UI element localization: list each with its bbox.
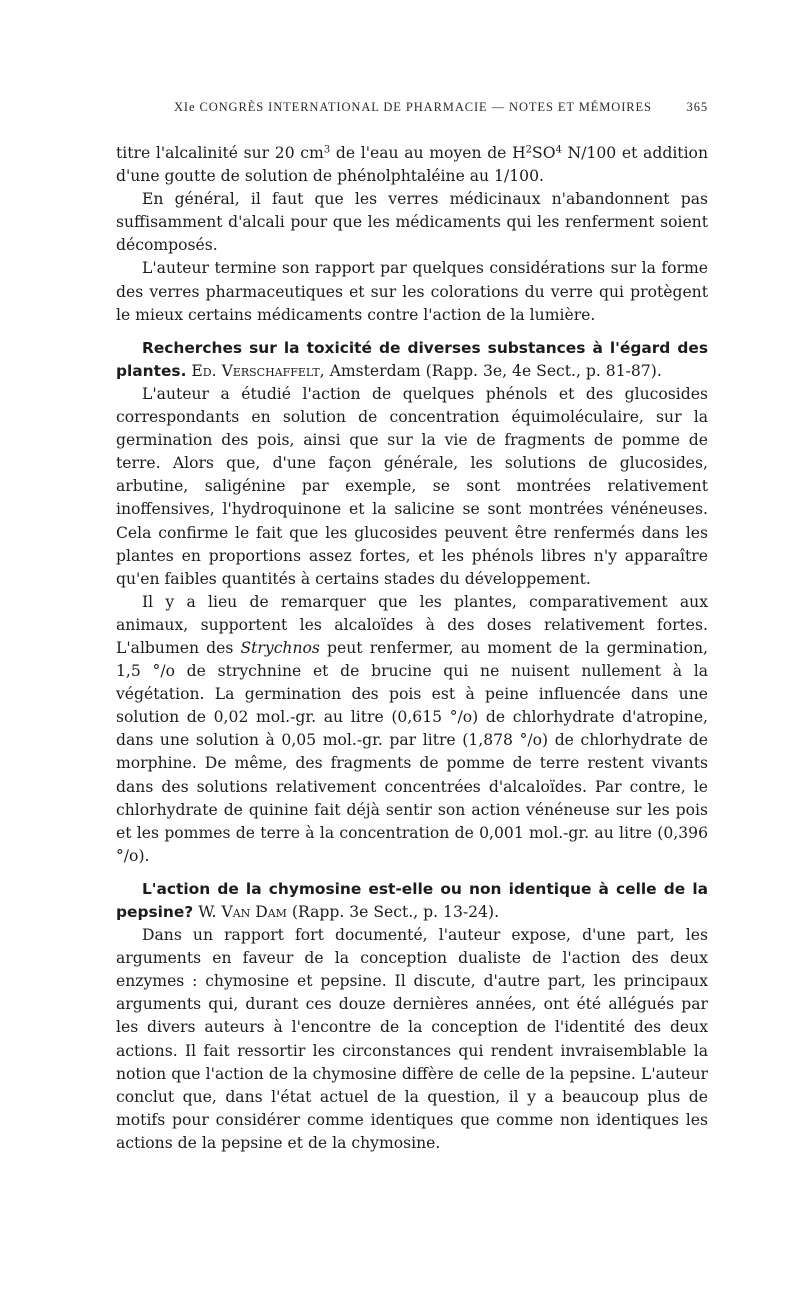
author-name: Van Dam [221,903,287,921]
text-span: titre l'alcalinité sur 20 cm [116,144,324,162]
page-number: 365 [686,100,708,114]
body-text [116,142,708,1155]
running-head [174,100,708,122]
intro-paragraph-3: L'auteur termine son rapport par quelques considérations sur la forme des verres pharmaceutiques et sur les colorations du verre qui protègent le mieux certains médicaments contre l'action de la lumière. [116,259,708,324]
text-span: SO [532,144,556,162]
superscript: 4 [555,144,562,156]
author-initial: Ed. [191,361,217,380]
section-chymosine [116,878,708,1155]
superscript: 3 [323,144,331,156]
section-paragraph-1: L'auteur a étudié l'action de quelques phénols et des glucosides correspondants en solution de concentration équimoléculaire, sur la germination des pois, ainsi que sur la vie de fragments de pomme de terre. Alors que, d'une façon générale, les solutions de glucosides, arbutine, saligénine par exemple, se sont montrées relativement inoffensives, l'hydroquinone et la salicine se sont montrées vénéneuses. Cela confirme le fait que les glucosides peuvent être renfermés dans les plantes en proportions assez fortes, et les phénols libres n'y apparaître qu'en faibles quantités à certains stades du développement. [116,384,708,588]
text-span: de l'eau au moyen de H [330,144,526,162]
reference: (Rapp. 3e Sect., p. 13-24). [286,903,500,921]
section-paragraph-1: Dans un rapport fort documenté, l'auteur expose, d'une part, les arguments en faveur de la conception dualiste de l'action des deux enzymes : chymosine et pepsine. Il discute, d'autre part, les principaux arguments qui, durant ces douze dernières années, ont été allégués par les divers auteurs à l'encontre de la conception de l'identité des deux actions. Il fait ressortir les circonstances qui rendent invraisemblable la notion que l'action de la chymosine diffère de celle de la pepsine. L'auteur conclut que, dans l'état actuel de la question, il y a beaucoup plus de motifs pour considérer comme identiques que comme non identiques les actions de la pepsine et de la chymosine. [116,926,708,1152]
section-heading [116,337,708,383]
section-title: Recherches sur la toxicité de diverses substances à l'égard des plantes. [116,338,708,380]
section-paragraph-2 [116,591,708,868]
superscript: 2 [525,144,533,156]
intro-paragraph-2: En général, il faut que les verres médicinaux n'abandonnent pas suffisamment d'alcali pour que les médicaments qui les renferment soient décomposés. [116,190,708,255]
text-span: Il y a lieu de remarquer que les plantes, comparativement aux animaux, supportent les alcaloïdes à des doses relativement fortes. L'albumen des [116,592,708,657]
author-name: Verschaffelt [221,361,320,380]
running-title: XIe CONGRÈS INTERNATIONAL DE PHARMACIE — NOTES ET MÉMOIRES [174,100,652,114]
genus-name: Strychnos [240,638,320,657]
author-initial: W. [198,903,217,921]
section-toxicite [116,337,708,868]
intro-paragraph-1 [116,142,708,188]
reference: , Amsterdam (Rapp. 3e, 4e Sect., p. 81-87). [319,361,662,380]
section-title: L'action de la chymosine est-elle ou non identique à celle de la pepsine? [116,879,708,921]
text-span: N/100 et addition d'une goutte de solution de phénolphtaléine au 1/100. [116,144,708,186]
section-heading [116,878,708,924]
book-page [116,100,708,1155]
text-span: peut renfermer, au moment de la germination, 1,5 °/o de strychnine et de brucine qui ne nuisent nullement à la végétation. La germination des pois est à peine influencée dans une solution de 0,02 mol.-gr. au litre (0,615 °/o) de chlorhydrate d'atropine, dans une solution à 0,05 mol.-gr. par litre (1,878 °/o) de chlorhydrate de morphine. De même, des fragments de pomme de terre restent vivants dans des solutions relativement concentrées d'alcaloïdes. Par contre, le chlorhydrate de quinine fait déjà sentir son action vénéneuse sur les pois et les pommes de terre à la concentration de 0,001 mol.-gr. au litre (0,396 °/o). [116,638,708,865]
